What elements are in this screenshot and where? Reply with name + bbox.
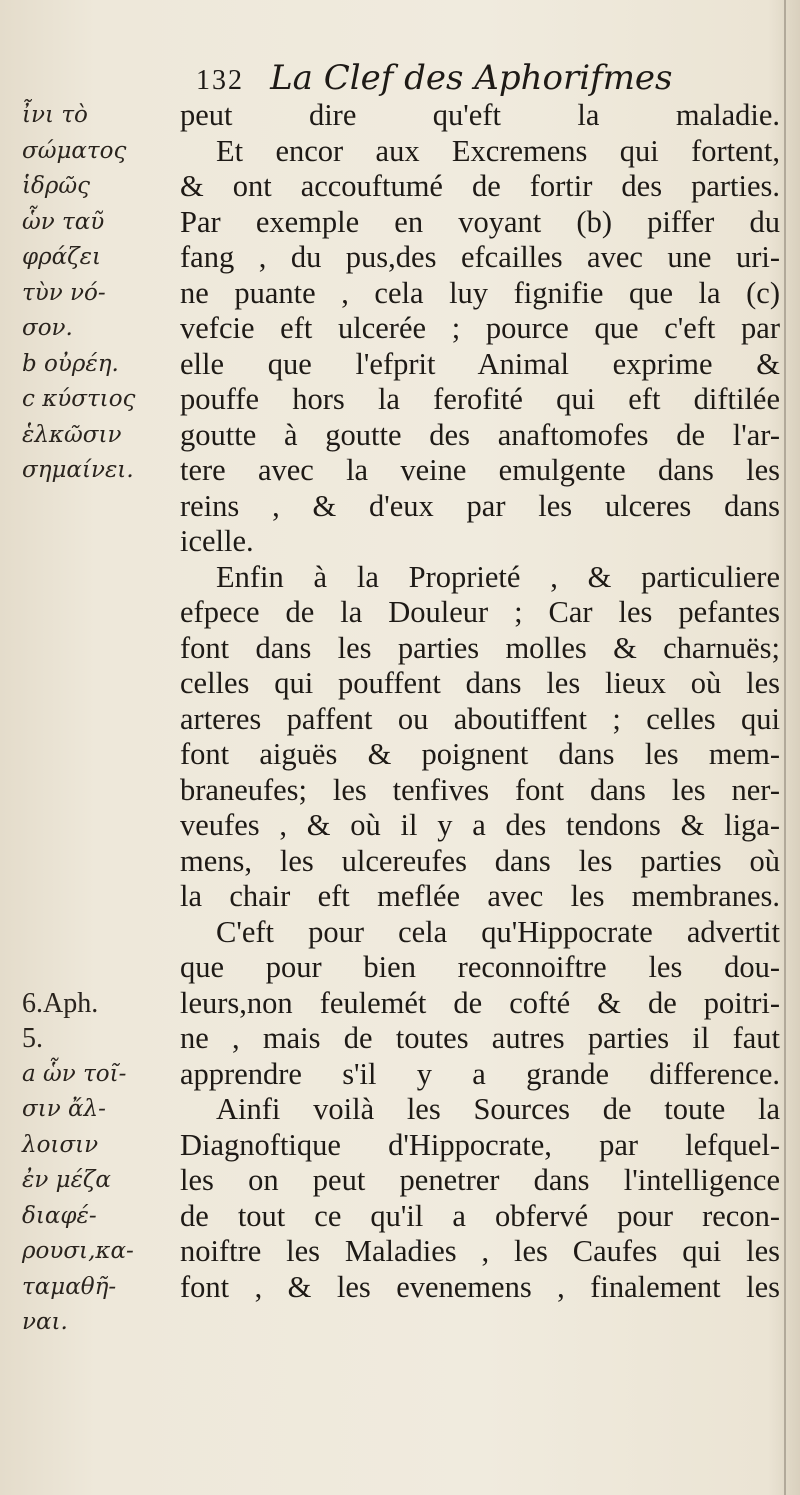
text-line: ne , mais de toutes autres parties il faut: [180, 1021, 780, 1055]
text-line: reins , & d'eux par les ulceres dans: [180, 488, 780, 523]
margin-spacer: [22, 844, 182, 880]
text-line: tere avec la veine emulgente dans les: [180, 453, 780, 487]
text-line: Diagnoftique d'Hippocrate, par lefquel-: [180, 1127, 780, 1162]
margin-note: σον.: [22, 315, 73, 341]
margin-note: 6.Aph.: [22, 987, 99, 1019]
text-line: Enfin à la Proprieté , & particuliere: [216, 559, 780, 594]
text-line: font dans les parties molles & charnuës;: [180, 630, 780, 665]
margin-spacer: [22, 737, 182, 773]
margin-note: ναι.: [22, 1309, 68, 1335]
text-line: icelle.: [180, 524, 254, 558]
margin-note: ἱδρῶς: [22, 173, 91, 199]
margin-note: ἑλκῶσιν: [22, 421, 122, 448]
margin-note: ἐν μέζα: [22, 1167, 111, 1193]
margin-note: σώματος: [22, 137, 127, 164]
margin-spacer: [22, 631, 182, 667]
page-edge-shadow: [784, 0, 786, 1495]
text-line: les on peut penetrer dans l'intelligence: [180, 1163, 780, 1197]
margin-note: ταμαθῆ-: [22, 1273, 117, 1300]
text-line: veufes , & où il y a des tendons & liga-: [180, 808, 780, 842]
text-line: C'eft pour cela qu'Hippocrate advertit: [216, 914, 780, 949]
margin-spacer: [22, 666, 182, 702]
text-line: noiftre les Maladies , les Caufes qui les: [180, 1234, 780, 1268]
margin-note: διαφέ-: [22, 1202, 97, 1229]
margin-note: b οὐρέη.: [22, 350, 119, 377]
margin-note: τὺν νό-: [22, 279, 106, 306]
text-line: efpece de la Douleur ; Car les pefantes: [180, 595, 780, 629]
text-line: peut dire qu'eft la maladie.: [180, 98, 780, 132]
margin-note: a ὧν τοῖ-: [22, 1060, 127, 1087]
text-line: font , & les evenemens , finalement les: [180, 1269, 780, 1304]
margin-note: 5.: [22, 1023, 43, 1054]
running-title: La Clef des Aphorifmes: [270, 58, 673, 98]
margin-notes: [22, 98, 182, 1341]
margin-spacer: [22, 595, 182, 631]
text-line: leurs,non feulemét de cofté & de poitri-: [180, 985, 780, 1020]
body-text: [180, 98, 780, 1305]
text-line: pouffe hors la ferofité qui eft diftilée: [180, 382, 780, 416]
text-line: la chair eft meflée avec les membranes.: [180, 879, 780, 913]
text-line: mens, les ulcereufes dans les parties où: [180, 843, 780, 878]
margin-spacer: [22, 560, 182, 596]
margin-note: σιν ἄλ-: [22, 1096, 106, 1122]
margin-spacer: [22, 702, 182, 738]
margin-spacer: [22, 808, 182, 844]
text-line: celles qui pouffent dans les lieux où les: [180, 666, 780, 700]
text-line: Par exemple en voyant (b) piffer du: [180, 204, 780, 239]
margin-note: ρουσι,κα-: [22, 1238, 134, 1264]
margin-spacer: [22, 950, 182, 986]
text-line: Ainfi voilà les Sources de toute la: [216, 1092, 780, 1126]
text-line: apprendre s'il y a grande difference.: [180, 1056, 780, 1091]
margin-note: σημαίνει.: [22, 457, 134, 483]
margin-spacer: [22, 915, 182, 951]
margin-spacer: [22, 773, 182, 809]
text-line: Et encor aux Excremens qui fortent,: [216, 133, 780, 168]
text-line: vefcie eft ulcerée ; pource que c'eft par: [180, 311, 780, 345]
margin-note: c κύστιος: [22, 386, 136, 412]
running-header: [196, 50, 756, 102]
text-line: goutte à goutte des anaftomofes de l'ar-: [180, 417, 780, 452]
text-line: arteres paffent ou aboutiffent ; celles qui: [180, 701, 780, 736]
text-line: elle que l'efprit Animal exprime &: [180, 346, 780, 381]
margin-note: λοισιν: [22, 1131, 99, 1158]
text-line: ne puante , cela luy fignifie que la (c): [180, 275, 780, 310]
margin-spacer: [22, 524, 182, 560]
margin-spacer: [22, 489, 182, 525]
text-line: braneufes; les tenfives font dans les ner-: [180, 772, 780, 807]
margin-spacer: [22, 879, 182, 915]
page-number: 132: [196, 65, 244, 96]
margin-note: ἶνι τὸ: [22, 102, 88, 128]
text-line: de tout ce qu'il a obfervé pour recon-: [180, 1198, 780, 1233]
text-line: fang , du pus,des efcailles avec une uri-: [180, 240, 780, 274]
margin-note: φράζει: [22, 244, 101, 270]
text-line: que pour bien reconnoiftre les dou-: [180, 950, 780, 984]
text-line: font aiguës & poignent dans les mem-: [180, 737, 780, 771]
text-line: & ont accouftumé de fortir des parties.: [180, 169, 780, 203]
margin-note: ὧν ταῦ: [22, 208, 105, 235]
